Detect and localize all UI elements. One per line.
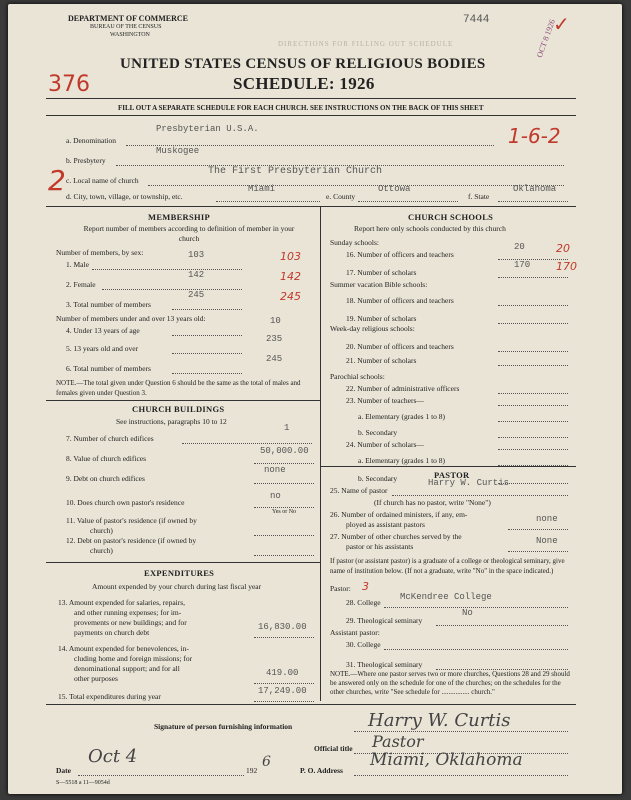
male-typed: 103 (188, 250, 205, 260)
presbytery-value: Muskogee (156, 146, 200, 156)
female-label: 2. Female (66, 280, 96, 289)
edifice-debt-label: 9. Debt on church edifices (66, 474, 145, 483)
county-label: e. County (326, 192, 356, 201)
signature-value: Harry W. Curtis (368, 710, 511, 731)
schools-row-label: 19. Number of scholars (346, 314, 417, 323)
schools-sub: Report here only schools conducted by this church (354, 224, 506, 233)
q27-line1: 27. Number of other churches served by the (330, 532, 462, 541)
schools-row-typed: 20 (514, 242, 525, 252)
q26-value: none (536, 514, 558, 524)
schools-row-line (498, 449, 568, 450)
edifice-debt-value: none (264, 465, 286, 475)
residence-debt-label: 12. Debt on pastor's residence (if owned by (66, 536, 197, 545)
under-13-value: 10 (270, 316, 281, 326)
pastor-sub-label: Pastor: (330, 584, 351, 593)
date-label: Date (56, 766, 71, 775)
residence-value-label-2: church) (90, 526, 113, 535)
q25-note: (If church has no pastor, write "None") (374, 498, 491, 507)
q14-line1: 14. Amount expended for benevolences, in- (58, 644, 190, 653)
membership-note: NOTE.—The total given under Question 6 should be the same as the total of males and females given under Question 3. (56, 379, 301, 397)
schedule-title: SCHEDULE: 1926 (233, 74, 375, 93)
signature-label: Signature of person furnishing information (154, 722, 293, 731)
schools-row-line (498, 323, 568, 324)
schools-row-hand: 20 (556, 242, 570, 255)
schools-row-label: 20. Number of officers and teachers (346, 342, 454, 351)
q14-line2: cluding home and foreign missions; for (74, 654, 193, 663)
q14-value: 419.00 (266, 668, 299, 678)
church-name-label: c. Local name of church (66, 176, 139, 185)
residence-value-label: 11. Value of pastor's residence (if owned by (66, 516, 197, 525)
page-title: UNITED STATES CENSUS OF RELIGIOUS BODIES (120, 56, 486, 72)
hand-three: 3 (362, 580, 369, 593)
schools-row-label: a. Elementary (grades 1 to 8) (358, 412, 446, 421)
total-members-hand: 245 (280, 290, 301, 303)
official-title-value: Pastor (372, 732, 424, 751)
q26-line1: 26. Number of ordained ministers, if any, em- (330, 510, 468, 519)
q13-line3: provements or new buildings; and for (74, 618, 187, 627)
address-value: Miami, Oklahoma (370, 750, 523, 770)
schools-row-line (498, 393, 568, 394)
over-13-value: 235 (266, 334, 283, 344)
schools-row-label: Sunday schools: (330, 238, 379, 247)
q14-line4: other purposes (74, 674, 118, 683)
schools-row-line (498, 365, 568, 366)
bleed-through-text: DIRECTIONS FOR FILLING OUT SCHEDULE (278, 40, 454, 48)
age-heading: Number of members under and over 13 years old: (56, 314, 206, 323)
q29-label: 29. Theological seminary (346, 616, 423, 625)
total-members-2-value: 245 (266, 354, 283, 364)
q13-line4: payments on church debt (74, 628, 150, 637)
q29-value: No (462, 608, 473, 618)
schools-row-label: 24. Number of scholars— (346, 440, 424, 449)
total-members-typed: 245 (188, 290, 205, 300)
form-code: S—5518 a 11—9054d (56, 780, 110, 786)
schools-row-typed: 170 (514, 260, 531, 270)
schools-row-hand: 170 (556, 260, 577, 273)
red-number: 376 (48, 72, 90, 97)
q27-line2: pastor or his assistants (346, 542, 414, 551)
edifice-value-value: 50,000.00 (260, 446, 309, 456)
female-hand: 142 (280, 270, 301, 283)
buildings-sub: See instructions, paragraphs 10 to 12 (116, 417, 227, 426)
over-13-label: 5. 13 years old and over (66, 344, 139, 353)
q31-label: 31. Theological seminary (346, 660, 423, 669)
schools-row-line (498, 405, 568, 406)
schools-row-label: 18. Number of officers and teachers (346, 296, 454, 305)
address-label: P. O. Address (300, 766, 343, 775)
church-name-value: The First Presbyterian Church (208, 166, 383, 177)
schools-row-label: b. Secondary (358, 474, 398, 483)
received-stamp: OCT 8 1926 (534, 18, 557, 59)
schools-title: CHURCH SCHOOLS (408, 212, 494, 222)
state-value: Oklahoma (513, 184, 557, 194)
year-value: 6 (262, 754, 271, 770)
edifice-value-label: 8. Value of church edifices (66, 454, 147, 463)
instruction-line: FILL OUT A SEPARATE SCHEDULE FOR EACH CHURCH. SEE INSTRUCTIONS ON THE BACK OF THIS SHEET (118, 104, 484, 112)
city-label: WASHINGTON (110, 32, 150, 38)
census-schedule-page (8, 4, 622, 794)
pastor-title: PASTOR (434, 470, 470, 480)
city-field-label: d. City, town, village, or township, etc. (66, 192, 183, 201)
yes-no-hint: Yes or No (272, 509, 297, 515)
q14-line3: denominational support; and for all (74, 664, 180, 673)
residence-owned-label: 10. Does church own pastor's residence (66, 498, 185, 507)
q30-label: 30. College (346, 640, 381, 649)
q13-line2: and other running expenses; for im- (74, 608, 182, 617)
edifices-value: 1 (284, 423, 290, 433)
schools-row-label: a. Elementary (grades 1 to 8) (358, 456, 446, 465)
denomination-label: a. Denomination (66, 136, 116, 145)
q28-value: McKendree College (400, 592, 492, 602)
bureau-label: BUREAU OF THE CENSUS (90, 24, 162, 30)
edifices-label: 7. Number of church edifices (66, 434, 154, 443)
schools-row-label: Week-day religious schools: (330, 324, 415, 333)
q15-value: 17,249.00 (258, 686, 307, 696)
membership-intro: Report number of members according to definition of member in your church (83, 224, 295, 243)
schools-row-line (498, 421, 568, 422)
male-hand: 103 (280, 250, 301, 263)
pastor-note: NOTE.—Where one pastor serves two or more churches, Questions 28 and 29 should be answered only on the schedule for one of the churches; on the schedules for the other churches, write "See schedule for ................ church." (330, 670, 570, 696)
check-mark: ✓ (553, 12, 570, 36)
schools-row-label: 17. Number of scholars (346, 268, 417, 277)
residence-owned-value: no (270, 491, 281, 501)
county-value: Ottowa (378, 184, 411, 194)
q26-line2: ployed as assistant pastors (346, 520, 425, 529)
total-members-2-label: 6. Total number of members (66, 364, 151, 373)
schools-row-line (498, 437, 568, 438)
city-value: Miami (248, 184, 276, 194)
denomination-value: Presbyterian U.S.A. (156, 124, 259, 134)
schools-row-label: Parochial schools: (330, 372, 385, 381)
schools-row-label: 16. Number of officers and teachers (346, 250, 454, 259)
schools-row-line (498, 351, 568, 352)
q25-value: Harry W. Curtis (428, 478, 510, 488)
under-13-label: 4. Under 13 years of age (66, 326, 140, 335)
schools-row-label: Summer vacation Bible schools: (330, 280, 428, 289)
presbytery-label: b. Presbytery (66, 156, 106, 165)
assistant-pastor-label: Assistant pastor: (330, 628, 380, 637)
schools-row-label: b. Secondary (358, 428, 398, 437)
expenditures-sub: Amount expended by your church during last fiscal year (92, 582, 262, 591)
expenditures-title: EXPENDITURES (144, 568, 215, 578)
schools-row-line (498, 277, 568, 278)
graduate-instruction: If pastor (or assistant pastor) is a graduate of a college or theological seminary, give name of institution below. (If not a graduate, write "No" in the space indicated.) (330, 557, 565, 575)
date-value: Oct 4 (88, 746, 138, 767)
red-code: 1-6-2 (508, 124, 561, 148)
q25-label: 25. Name of pastor (330, 486, 388, 495)
form-number: 7444 (463, 14, 490, 26)
schools-row-label: 22. Number of administrative officers (346, 384, 460, 393)
q13-line1: 13. Amount expended for salaries, repairs, (58, 598, 186, 607)
department-label: DEPARTMENT OF COMMERCE (68, 14, 189, 23)
female-typed: 142 (188, 270, 205, 280)
schools-row-label: 23. Number of teachers— (346, 396, 424, 405)
state-label: f. State (468, 192, 490, 201)
official-title-label: Official title (314, 744, 353, 753)
q27-value: None (536, 536, 558, 546)
schools-row-line (498, 305, 568, 306)
q15-label: 15. Total expenditures during year (58, 692, 161, 701)
schools-row-label: 21. Number of scholars (346, 356, 417, 365)
membership-title: MEMBERSHIP (148, 212, 211, 222)
buildings-title: CHURCH BUILDINGS (132, 404, 225, 414)
q13-value: 16,830.00 (258, 622, 307, 632)
male-label: 1. Male (66, 260, 89, 269)
residence-debt-label-2: church) (90, 546, 113, 555)
year-prefix: 192 (246, 766, 258, 775)
total-members-label: 3. Total number of members (66, 300, 151, 309)
red-bracket-mark: 2 (48, 164, 66, 197)
sex-heading: Number of members, by sex: (56, 248, 144, 257)
q28-label: 28. College (346, 598, 381, 607)
